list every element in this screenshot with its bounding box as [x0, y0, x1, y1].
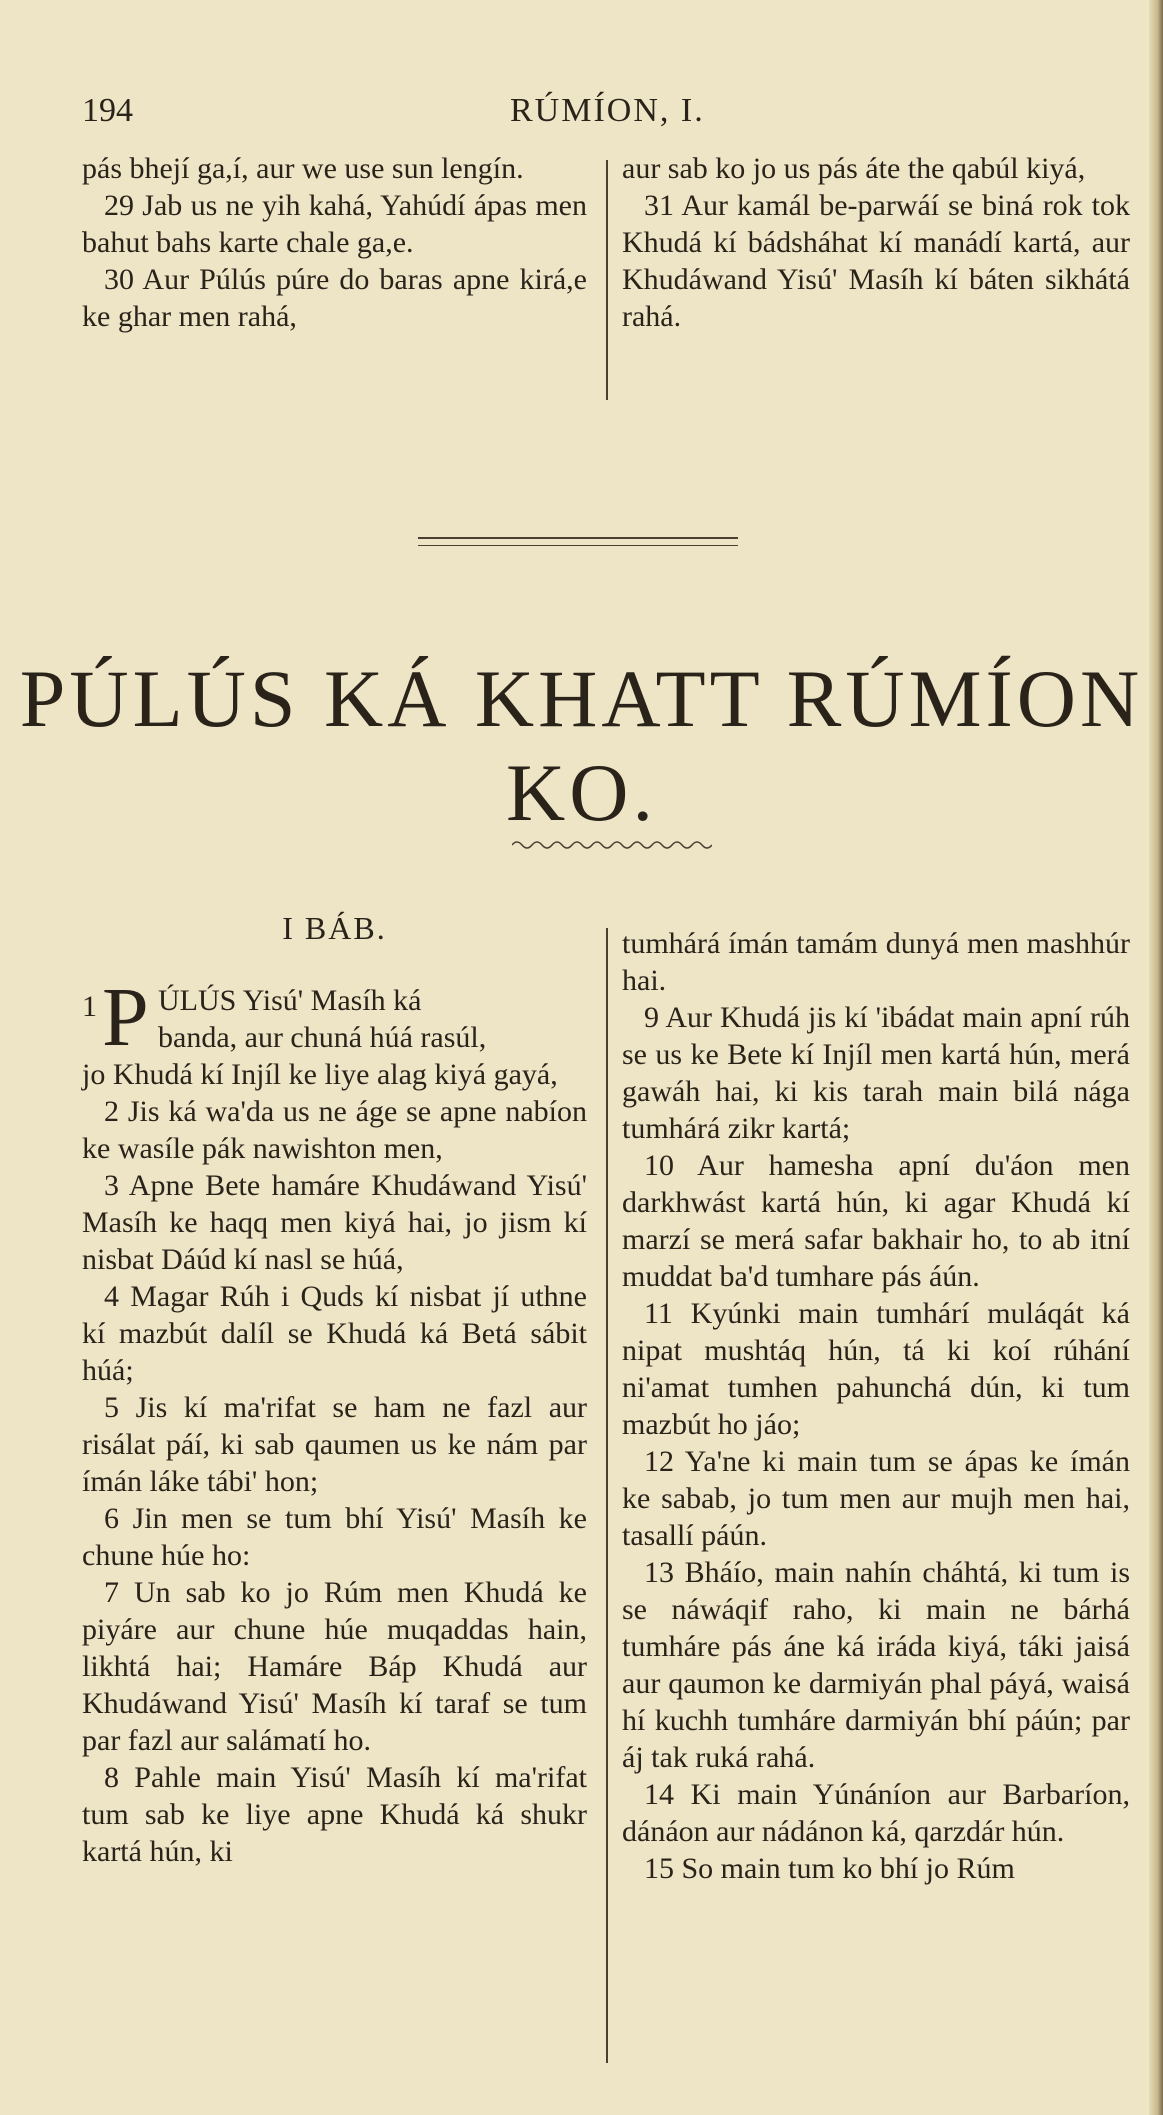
verse-text: 7 Un sab ko jo Rúm men Khudá ke piyáre aur chune húe muqaddas hain, likhtá hai; Hamáre Báp Khudá aur Khudáwand Yisú' Masíh kí taraf se tum par fazl aur salámatí ho.: [82, 1576, 587, 1757]
verse-text: 29 Jab us ne yih kahá, Yahúdí ápas men bahut bahs karte chale ga,e.: [82, 189, 587, 259]
verse-text: 9 Aur Khudá jis kí 'ibádat main apní rúh se us ke Bete kí Injíl men kartá hún, merá gawáh hai, ki kis tarah main bilá nága tumhárá zikr kartá;: [622, 1001, 1130, 1145]
section-rule: [418, 545, 738, 546]
verse-text: 12 Ya'ne ki main tum se ápas ke ímán ke sabab, jo tum men aur mujh men hai, tasallí páún.: [622, 1445, 1130, 1552]
verse-1-line-2: banda, aur chuná húá rasúl,: [158, 1021, 487, 1054]
verse-text: 2 Jis ká wa'da us ne áge se apne nabíon ke wasíle pák nawishton men,: [82, 1095, 587, 1165]
book-spine-edge: [1149, 0, 1163, 2115]
verse-text: 4 Magar Rúh i Quds kí nisbat jí uthne kí mazbút dalíl se Khudá ká Betá sábit húá;: [82, 1280, 587, 1387]
running-head: RÚMÍON, I.: [510, 92, 705, 129]
top-right-column: [622, 150, 1130, 335]
column-divider: [606, 928, 608, 2063]
column-divider: [606, 160, 608, 400]
verse-text: pás bhejí ga,í, aur we use sun lengín.: [82, 152, 524, 185]
verse-text: 10 Aur hamesha apní du'áon men darkhwást kartá hún, ki agar Khudá kí marzí se merá safar bakhair ho, to ab itní muddat ba'd tumhare pás áún.: [622, 1149, 1130, 1293]
page-number: 194: [82, 92, 133, 129]
chapter-heading: I BÁB.: [282, 910, 387, 946]
verse-text: aur sab ko jo us pás áte the qabúl kiyá,: [622, 152, 1086, 185]
verse-text: 5 Jis kí ma'rifat se ham ne fazl aur risálat páí, ki sab qaumen us ke nám par ímán láke tábi' hon;: [82, 1391, 587, 1498]
main-right-column: [622, 925, 1130, 1887]
verse-text: 3 Apne Bete hamáre Khudáwand Yisú' Masíh ke haqq men kiyá hai, jo jism kí nisbat Dáúd kí nasl se húá,: [82, 1169, 587, 1276]
verse-text: 6 Jin men se tum bhí Yisú' Masíh ke chune húe ho:: [82, 1502, 587, 1572]
verse-1-line-1: ÚLÚS Yisú' Masíh ká: [158, 984, 422, 1017]
verse-number: 1: [82, 990, 97, 1023]
verse-text: 8 Pahle main Yisú' Masíh kí ma'rifat tum sab ke liye apne Khudá ká shukr kartá hún, ki: [82, 1761, 587, 1868]
section-rule: [418, 537, 738, 539]
verse-text: tumhárá ímán tamám dunyá men mashhúr hai.: [622, 927, 1130, 997]
drop-cap: P: [102, 971, 149, 1064]
verse-1: [82, 971, 587, 1093]
verse-1-rest: jo Khudá kí Injíl ke liye alag kiyá gayá,: [82, 1058, 558, 1091]
verse-text: 13 Bháío, main nahín cháhtá, ki tum is se náwáqif raho, ki main ne bárhá tumháre pás áne ká iráda kiyá, táki jaisá aur qaumon ke darmiyán phal páyá, waisá hí kuchh tumháre darmiyán bhí páún; par áj tak ruká rahá.: [622, 1556, 1130, 1774]
verse-text: 14 Ki main Yúnáníon aur Barbaríon, dánáon aur nádánon ká, qarzdár hún.: [622, 1778, 1130, 1848]
verse-text: 15 So main tum ko bhí jo Rúm: [644, 1852, 1015, 1885]
book-title: PÚLÚS KÁ KHATT RÚMÍON KO.: [19, 653, 1144, 838]
main-left-column: [82, 971, 587, 1870]
wave-ornament: [512, 838, 712, 852]
verse-text: 31 Aur kamál be-parwáí se biná rok tok Khudá kí bádsháhat kí manádí kartá, aur Khudáwand Yisú' Masíh kí báten sikhátá rahá.: [622, 189, 1130, 333]
top-left-column: [82, 150, 587, 335]
verse-text: 11 Kyúnki main tumhárí muláqát ká nipat mushtáq hún, tá ki koí rúhání ni'amat tumhen pahunchá dún, ki tum mazbút ho jáo;: [622, 1297, 1130, 1441]
verse-text: 30 Aur Púlús púre do baras apne kirá,e ke ghar men rahá,: [82, 263, 587, 333]
